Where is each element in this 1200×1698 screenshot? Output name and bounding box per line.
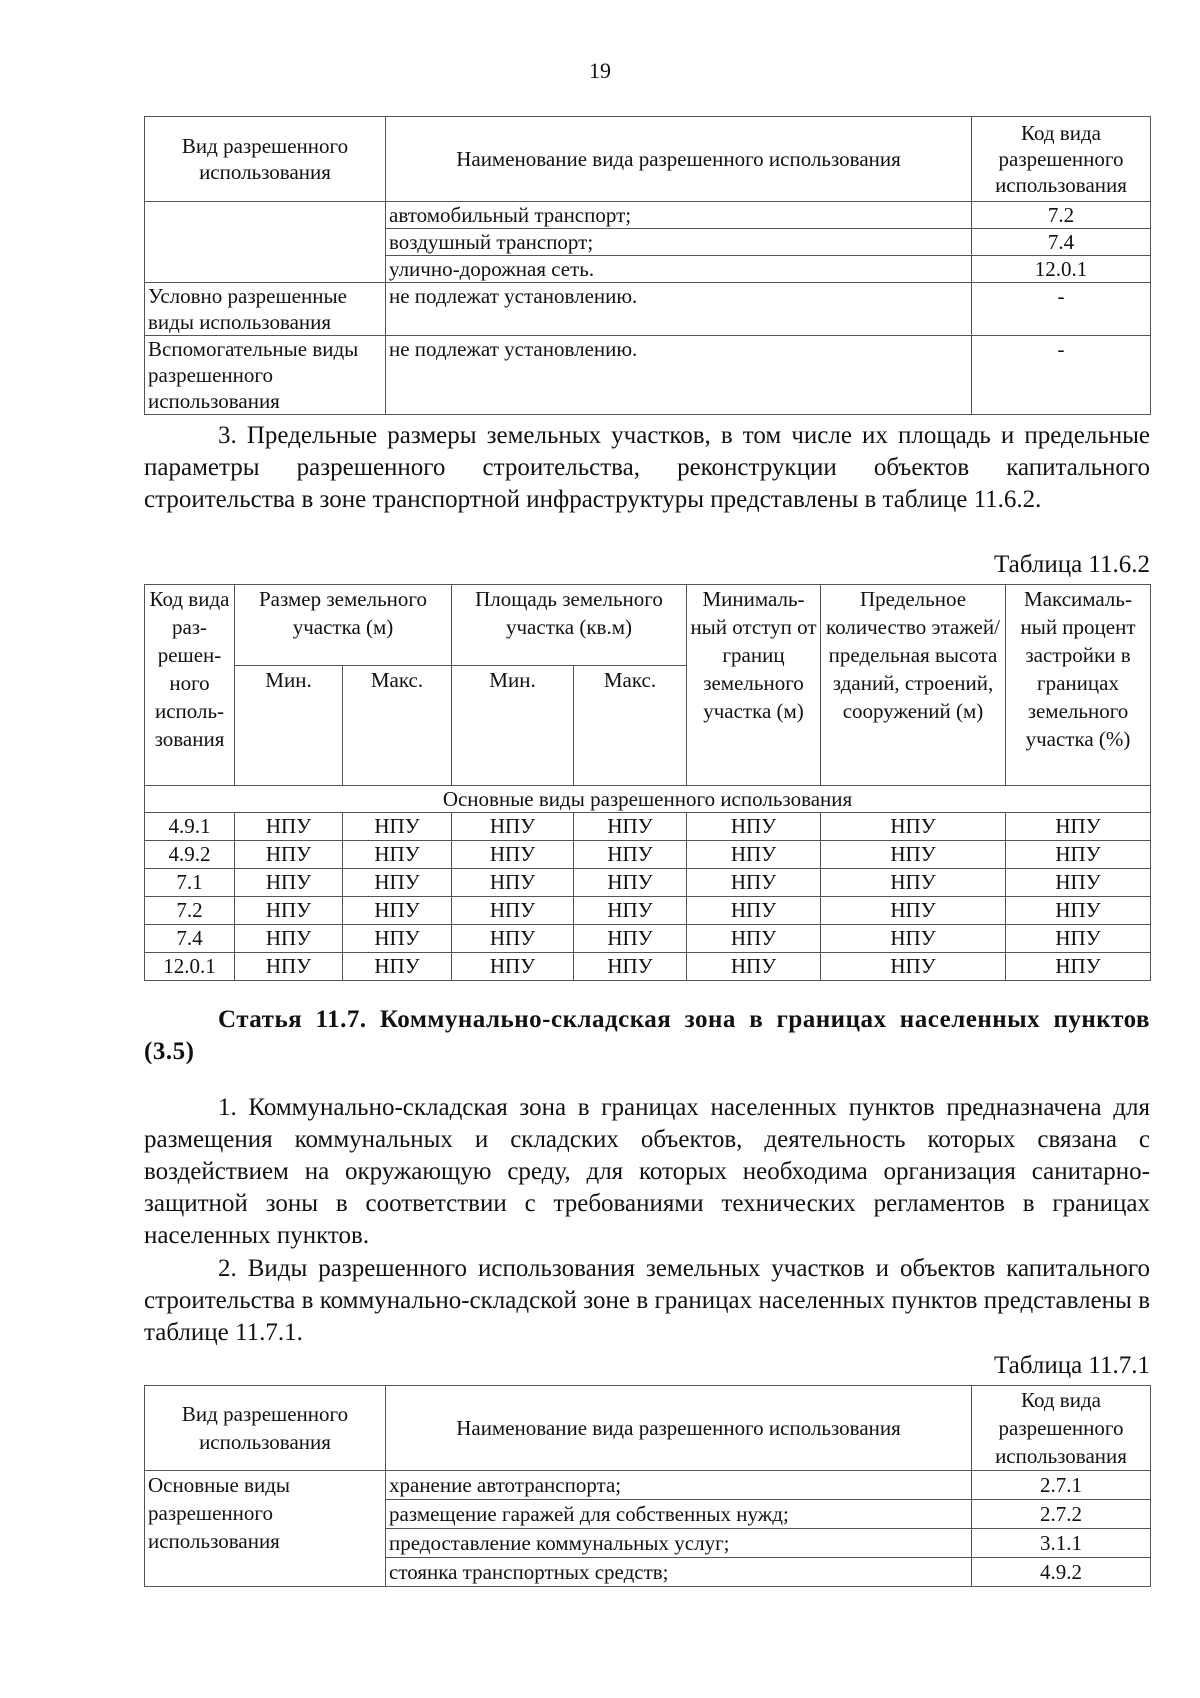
value-cell: НПУ [1006, 897, 1151, 925]
use-name-cell: воздушный транспорт; [386, 229, 972, 256]
use-code-cell: 7.2 [972, 202, 1151, 229]
paragraph-3: 3. Предельные размеры земельных участков, в том числе их площадь и предельные параметры разрешенного строительства, реконструкции объектов капитального строительства в зоне транспортной инфраструктуры представлены в таблице 11.6.2. [144, 422, 1150, 513]
page-number: 19 [589, 58, 611, 83]
table-row [145, 813, 1151, 841]
value-cell: НПУ [821, 953, 1006, 981]
value-cell: НПУ [235, 841, 343, 869]
value-cell: НПУ [1006, 813, 1151, 841]
value-cell: НПУ [821, 869, 1006, 897]
value-cell: НПУ [1006, 953, 1151, 981]
header-min-offset: Минималь-ный отступ от границ земельного участка (м) [687, 585, 821, 786]
value-cell: НПУ [452, 953, 574, 981]
value-cell: НПУ [452, 897, 574, 925]
code-cell: 7.2 [145, 897, 235, 925]
header-use-type: Вид разрешенного использования [145, 117, 386, 202]
code-cell: 4.9.1 [145, 813, 235, 841]
header-max-floors: Предельное количество этажей/ предельная высота зданий, строений, сооружений (м) [821, 585, 1006, 786]
value-cell: НПУ [821, 925, 1006, 953]
value-cell: НПУ [235, 925, 343, 953]
use-code-cell: - [972, 283, 1151, 336]
header-plot-area: Площадь земельного участка (кв.м) [452, 585, 687, 666]
table-caption-11-6-2: Таблица 11.6.2 [994, 551, 1150, 578]
header-max-percent: Максималь-ный процент застройки в границах земельного участка (%) [1006, 585, 1151, 786]
header-use-type: Вид разрешенного использования [145, 1386, 386, 1471]
header-code: Код вида раз-решен-ного исполь-зования [145, 585, 235, 786]
value-cell: НПУ [821, 813, 1006, 841]
empty-type-cell [145, 202, 386, 283]
table-row [145, 897, 1151, 925]
value-cell: НПУ [687, 897, 821, 925]
communal-zone-use-table [144, 1385, 1151, 1587]
value-cell: НПУ [452, 925, 574, 953]
code-cell: 12.0.1 [145, 953, 235, 981]
use-code-cell: 2.7.2 [972, 1500, 1151, 1529]
header-area-max: Макс. [574, 666, 687, 786]
header-area-min: Мин. [452, 666, 574, 786]
value-cell: НПУ [821, 897, 1006, 925]
value-cell: НПУ [574, 953, 687, 981]
value-cell: НПУ [687, 925, 821, 953]
table-row [145, 925, 1151, 953]
table-row [145, 1471, 1151, 1500]
value-cell: НПУ [452, 813, 574, 841]
use-name-cell: улично-дорожная сеть. [386, 256, 972, 283]
use-code-cell: 3.1.1 [972, 1529, 1151, 1558]
value-cell: НПУ [574, 841, 687, 869]
value-cell: НПУ [343, 813, 452, 841]
value-cell: НПУ [574, 869, 687, 897]
value-cell: НПУ [343, 953, 452, 981]
use-name-cell: стоянка транспортных средств; [386, 1558, 972, 1587]
table-row [145, 869, 1151, 897]
table-caption-11-7-1: Таблица 11.7.1 [994, 1352, 1150, 1379]
use-name-cell: не подлежат установлению. [386, 336, 972, 415]
group-row: Основные виды разрешенного использования [145, 786, 1151, 813]
paragraph-2: 2. Виды разрешенного использования земельных участков и объектов капитального строительства в коммунально-складской зоне в границах населенных пунктов представлены в таблице 11.7.1. [144, 1255, 1150, 1346]
value-cell: НПУ [235, 869, 343, 897]
permitted-use-table-continued [144, 116, 1151, 415]
code-cell: 7.4 [145, 925, 235, 953]
value-cell: НПУ [821, 841, 1006, 869]
value-cell: НПУ [235, 953, 343, 981]
use-type-cell: Вспомогательные виды разрешенного использования [145, 336, 386, 415]
use-name-cell: не подлежат установлению. [386, 283, 972, 336]
value-cell: НПУ [343, 925, 452, 953]
value-cell: НПУ [574, 897, 687, 925]
value-cell: НПУ [343, 841, 452, 869]
value-cell: НПУ [1006, 925, 1151, 953]
value-cell: НПУ [235, 897, 343, 925]
use-type-cell: Условно разрешенные виды использования [145, 283, 386, 336]
use-code-cell: 2.7.1 [972, 1471, 1151, 1500]
value-cell: НПУ [235, 813, 343, 841]
use-name-cell: размещение гаражей для собственных нужд; [386, 1500, 972, 1529]
value-cell: НПУ [687, 813, 821, 841]
value-cell: НПУ [687, 953, 821, 981]
use-name-cell: автомобильный транспорт; [386, 202, 972, 229]
paragraph-1: 1. Коммунально-складская зона в границах населенных пунктов предназначена для размещения коммунальных и складских объектов, деятельность которых связана с воздействием на окружающую среду, для которых необходима организация санитарно-защитной зоны в соответствии с требованиями технических регламентов в границах населенных пунктов. [144, 1094, 1150, 1249]
use-code-cell: 12.0.1 [972, 256, 1151, 283]
header-use-name: Наименование вида разрешенного использования [386, 117, 972, 202]
value-cell: НПУ [574, 813, 687, 841]
value-cell: НПУ [687, 869, 821, 897]
code-cell: 7.1 [145, 869, 235, 897]
use-code-cell: 7.4 [972, 229, 1151, 256]
value-cell: НПУ [1006, 869, 1151, 897]
use-name-cell: предоставление коммунальных услуг; [386, 1529, 972, 1558]
header-size-max: Макс. [343, 666, 452, 786]
header-use-name: Наименование вида разрешенного использования [386, 1386, 972, 1471]
header-plot-size: Размер земельного участка (м) [235, 585, 452, 666]
use-code-cell: 4.9.2 [972, 1558, 1151, 1587]
header-size-min: Мин. [235, 666, 343, 786]
value-cell: НПУ [343, 869, 452, 897]
table-row [145, 953, 1151, 981]
parameters-table [144, 584, 1151, 981]
value-cell: НПУ [452, 869, 574, 897]
code-cell: 4.9.2 [145, 841, 235, 869]
table-row [145, 283, 1151, 336]
header-use-code: Код вида разрешенного использования [972, 117, 1151, 202]
table-row [145, 336, 1151, 415]
value-cell: НПУ [452, 841, 574, 869]
value-cell: НПУ [687, 841, 821, 869]
header-use-code: Код вида разрешенного использования [972, 1386, 1151, 1471]
article-heading: Статья 11.7. Коммунально-складская зона в границах населенных пунктов (3.5) [144, 1006, 1150, 1065]
table-row [145, 202, 1151, 229]
table-row [145, 841, 1151, 869]
use-type-cell: Основные виды разрешенного использования [145, 1471, 386, 1587]
use-code-cell: - [972, 336, 1151, 415]
value-cell: НПУ [1006, 841, 1151, 869]
value-cell: НПУ [343, 897, 452, 925]
value-cell: НПУ [574, 925, 687, 953]
use-name-cell: хранение автотранспорта; [386, 1471, 972, 1500]
